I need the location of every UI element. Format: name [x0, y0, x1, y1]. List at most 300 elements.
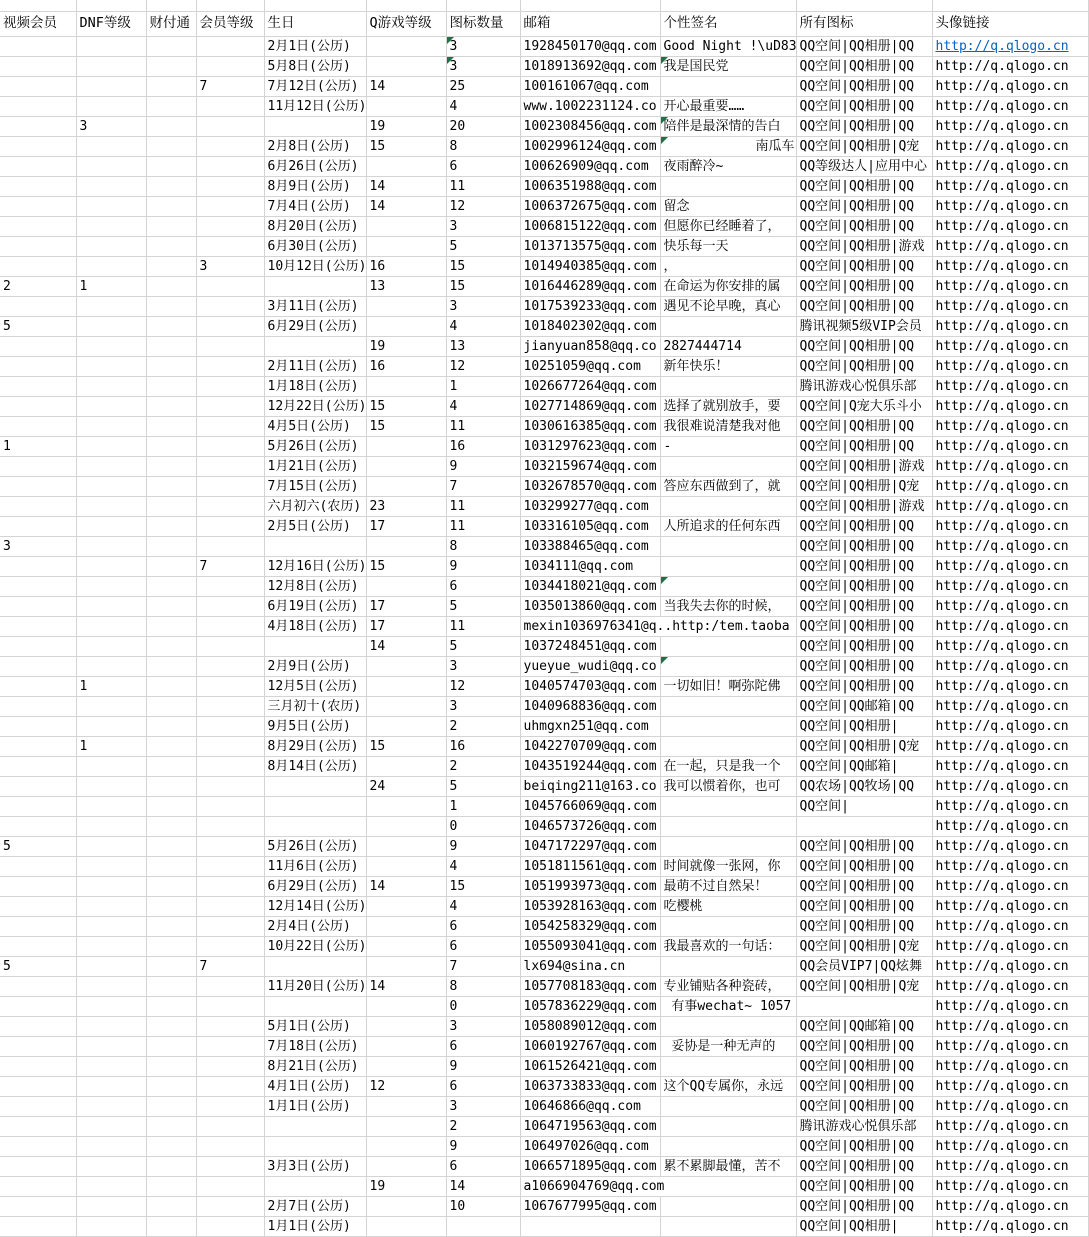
cell-sig[interactable]	[660, 616, 796, 636]
cell-email[interactable]	[520, 596, 660, 616]
cell-qgame[interactable]	[366, 516, 446, 536]
cell-vip[interactable]	[196, 876, 264, 896]
cell-count[interactable]	[446, 876, 520, 896]
cell-pay[interactable]	[146, 1196, 196, 1216]
cell-birthday[interactable]	[264, 316, 366, 336]
cell-birthday[interactable]	[264, 356, 366, 376]
cell-video[interactable]	[0, 456, 76, 476]
cell-video[interactable]	[0, 236, 76, 256]
cell-pay[interactable]	[146, 316, 196, 336]
cell-count[interactable]	[446, 436, 520, 456]
cell-count[interactable]	[446, 716, 520, 736]
cell-pay[interactable]	[146, 716, 196, 736]
cell-sig[interactable]	[660, 756, 796, 776]
cell-vip[interactable]	[196, 736, 264, 756]
cell-vip[interactable]	[196, 516, 264, 536]
cell-pay[interactable]	[146, 536, 196, 556]
empty-cell[interactable]	[146, 0, 196, 12]
cell-birthday[interactable]	[264, 136, 366, 156]
cell-pay[interactable]	[146, 296, 196, 316]
cell-video[interactable]	[0, 816, 76, 836]
cell-vip[interactable]	[196, 356, 264, 376]
cell-video[interactable]	[0, 276, 76, 296]
cell-qgame[interactable]	[366, 356, 446, 376]
cell-sig[interactable]	[660, 256, 796, 276]
cell-dnf[interactable]	[76, 156, 146, 176]
column-header-vip[interactable]	[196, 12, 264, 37]
cell-email[interactable]	[520, 676, 660, 696]
cell-sig[interactable]	[660, 716, 796, 736]
cell-count[interactable]	[446, 296, 520, 316]
cell-dnf[interactable]	[76, 276, 146, 296]
cell-video[interactable]	[0, 1216, 76, 1236]
cell-birthday[interactable]	[264, 756, 366, 776]
cell-count[interactable]	[446, 616, 520, 636]
cell-birthday[interactable]	[264, 856, 366, 876]
empty-cell[interactable]	[796, 0, 932, 12]
cell-link[interactable]	[932, 256, 1088, 276]
cell-pay[interactable]	[146, 276, 196, 296]
cell-qgame[interactable]	[366, 1096, 446, 1116]
cell-video[interactable]	[0, 956, 76, 976]
cell-pay[interactable]	[146, 616, 196, 636]
cell-birthday[interactable]	[264, 496, 366, 516]
cell-birthday[interactable]	[264, 936, 366, 956]
cell-email[interactable]	[520, 896, 660, 916]
cell-dnf[interactable]	[76, 1216, 146, 1236]
cell-sig[interactable]	[660, 836, 796, 856]
cell-link[interactable]	[932, 156, 1088, 176]
cell-link[interactable]	[932, 716, 1088, 736]
column-header-video[interactable]	[0, 12, 76, 37]
empty-cell[interactable]	[660, 0, 796, 12]
cell-dnf[interactable]	[76, 496, 146, 516]
cell-count[interactable]	[446, 156, 520, 176]
cell-vip[interactable]	[196, 816, 264, 836]
cell-birthday[interactable]	[264, 296, 366, 316]
cell-sig[interactable]	[660, 1176, 796, 1196]
cell-dnf[interactable]	[76, 956, 146, 976]
cell-pay[interactable]	[146, 336, 196, 356]
cell-dnf[interactable]	[76, 316, 146, 336]
cell-dnf[interactable]	[76, 1176, 146, 1196]
cell-birthday[interactable]	[264, 556, 366, 576]
cell-count[interactable]	[446, 536, 520, 556]
cell-sig[interactable]	[660, 1136, 796, 1156]
cell-email[interactable]	[520, 1016, 660, 1036]
cell-pay[interactable]	[146, 1076, 196, 1096]
cell-pay[interactable]	[146, 1176, 196, 1196]
cell-email[interactable]	[520, 936, 660, 956]
cell-count[interactable]	[446, 736, 520, 756]
cell-sig[interactable]	[660, 116, 796, 136]
cell-qgame[interactable]	[366, 556, 446, 576]
cell-birthday[interactable]	[264, 696, 366, 716]
cell-dnf[interactable]	[76, 536, 146, 556]
cell-dnf[interactable]	[76, 256, 146, 276]
empty-cell[interactable]	[520, 0, 660, 12]
cell-vip[interactable]	[196, 1156, 264, 1176]
cell-icons[interactable]	[796, 176, 932, 196]
cell-link[interactable]	[932, 496, 1088, 516]
cell-pay[interactable]	[146, 1136, 196, 1156]
cell-email[interactable]	[520, 376, 660, 396]
cell-video[interactable]	[0, 596, 76, 616]
cell-vip[interactable]	[196, 476, 264, 496]
cell-email[interactable]	[520, 816, 660, 836]
cell-qgame[interactable]	[366, 676, 446, 696]
cell-icons[interactable]	[796, 116, 932, 136]
cell-dnf[interactable]	[76, 716, 146, 736]
cell-dnf[interactable]	[76, 1056, 146, 1076]
cell-icons[interactable]	[796, 796, 932, 816]
cell-link[interactable]	[932, 136, 1088, 156]
cell-video[interactable]	[0, 56, 76, 76]
cell-birthday[interactable]	[264, 336, 366, 356]
cell-video[interactable]	[0, 1156, 76, 1176]
cell-sig[interactable]	[660, 916, 796, 936]
cell-link[interactable]	[932, 176, 1088, 196]
cell-birthday[interactable]	[264, 376, 366, 396]
cell-birthday[interactable]	[264, 896, 366, 916]
cell-video[interactable]	[0, 1116, 76, 1136]
cell-email[interactable]	[520, 696, 660, 716]
cell-birthday[interactable]	[264, 1136, 366, 1156]
cell-dnf[interactable]	[76, 1136, 146, 1156]
cell-dnf[interactable]	[76, 136, 146, 156]
cell-count[interactable]	[446, 1076, 520, 1096]
cell-birthday[interactable]	[264, 1096, 366, 1116]
cell-link[interactable]	[932, 1136, 1088, 1156]
cell-qgame[interactable]	[366, 696, 446, 716]
cell-dnf[interactable]	[76, 36, 146, 56]
cell-icons[interactable]	[796, 676, 932, 696]
cell-sig[interactable]	[660, 596, 796, 616]
cell-pay[interactable]	[146, 396, 196, 416]
cell-count[interactable]	[446, 916, 520, 936]
cell-icons[interactable]	[796, 456, 932, 476]
cell-email[interactable]	[520, 576, 660, 596]
cell-pay[interactable]	[146, 76, 196, 96]
cell-sig[interactable]	[660, 416, 796, 436]
cell-icons[interactable]	[796, 1116, 932, 1136]
cell-dnf[interactable]	[76, 776, 146, 796]
cell-vip[interactable]	[196, 316, 264, 336]
cell-vip[interactable]	[196, 36, 264, 56]
cell-birthday[interactable]	[264, 456, 366, 476]
cell-count[interactable]	[446, 816, 520, 836]
cell-email[interactable]	[520, 616, 790, 636]
cell-link[interactable]	[932, 196, 1088, 216]
cell-birthday[interactable]	[264, 916, 366, 936]
cell-email[interactable]	[520, 876, 660, 896]
cell-count[interactable]	[446, 936, 520, 956]
cell-email[interactable]	[520, 116, 660, 136]
cell-link[interactable]	[932, 1196, 1088, 1216]
cell-link[interactable]	[932, 1036, 1088, 1056]
cell-qgame[interactable]	[366, 716, 446, 736]
cell-vip[interactable]	[196, 176, 264, 196]
cell-icons[interactable]	[796, 96, 932, 116]
cell-video[interactable]	[0, 256, 76, 276]
cell-link[interactable]	[932, 776, 1088, 796]
cell-vip[interactable]	[196, 776, 264, 796]
cell-video[interactable]	[0, 616, 76, 636]
cell-count[interactable]	[446, 596, 520, 616]
column-header-link[interactable]	[932, 12, 1088, 37]
cell-icons[interactable]	[796, 1196, 932, 1216]
cell-qgame[interactable]	[366, 896, 446, 916]
cell-pay[interactable]	[146, 476, 196, 496]
cell-sig[interactable]	[660, 1076, 796, 1096]
cell-sig[interactable]	[660, 56, 796, 76]
cell-qgame[interactable]	[366, 776, 446, 796]
cell-sig[interactable]	[660, 96, 796, 116]
cell-qgame[interactable]	[366, 576, 446, 596]
cell-email[interactable]	[520, 736, 660, 756]
cell-icons[interactable]	[796, 716, 932, 736]
cell-count[interactable]	[446, 356, 520, 376]
empty-cell[interactable]	[76, 0, 146, 12]
cell-pay[interactable]	[146, 216, 196, 236]
cell-vip[interactable]	[196, 1036, 264, 1056]
cell-vip[interactable]	[196, 396, 264, 416]
cell-birthday[interactable]	[264, 996, 366, 1016]
cell-dnf[interactable]	[76, 1196, 146, 1216]
cell-qgame[interactable]	[366, 836, 446, 856]
cell-video[interactable]	[0, 576, 76, 596]
cell-sig[interactable]	[660, 356, 796, 376]
cell-video[interactable]	[0, 1036, 76, 1056]
cell-email[interactable]	[520, 836, 660, 856]
cell-sig[interactable]	[660, 1116, 796, 1136]
cell-birthday[interactable]	[264, 576, 366, 596]
cell-icons[interactable]	[796, 996, 932, 1016]
cell-count[interactable]	[446, 396, 520, 416]
cell-icons[interactable]	[796, 136, 932, 156]
cell-dnf[interactable]	[76, 596, 146, 616]
cell-vip[interactable]	[196, 216, 264, 236]
cell-sig[interactable]	[660, 496, 796, 516]
cell-video[interactable]	[0, 176, 76, 196]
cell-video[interactable]	[0, 36, 76, 56]
cell-email[interactable]	[520, 136, 660, 156]
cell-vip[interactable]	[196, 76, 264, 96]
cell-email[interactable]	[520, 776, 660, 796]
cell-qgame[interactable]	[366, 316, 446, 336]
cell-video[interactable]	[0, 476, 76, 496]
cell-count[interactable]	[446, 376, 520, 396]
cell-pay[interactable]	[146, 1156, 196, 1176]
cell-count[interactable]	[446, 76, 520, 96]
cell-vip[interactable]	[196, 676, 264, 696]
cell-qgame[interactable]	[366, 296, 446, 316]
cell-birthday[interactable]	[264, 396, 366, 416]
cell-link[interactable]	[932, 656, 1088, 676]
cell-email[interactable]	[520, 416, 660, 436]
cell-icons[interactable]	[796, 56, 932, 76]
cell-birthday[interactable]	[264, 876, 366, 896]
cell-vip[interactable]	[196, 576, 264, 596]
cell-sig[interactable]	[660, 176, 796, 196]
cell-birthday[interactable]	[264, 236, 366, 256]
cell-icons[interactable]	[796, 496, 932, 516]
cell-email[interactable]	[520, 756, 660, 776]
cell-vip[interactable]	[196, 1056, 264, 1076]
cell-dnf[interactable]	[76, 656, 146, 676]
cell-video[interactable]	[0, 896, 76, 916]
cell-vip[interactable]	[196, 236, 264, 256]
cell-icons[interactable]	[796, 656, 932, 676]
cell-vip[interactable]	[196, 716, 264, 736]
cell-icons[interactable]	[796, 256, 932, 276]
cell-count[interactable]	[446, 116, 520, 136]
cell-icons[interactable]	[796, 156, 932, 176]
cell-icons[interactable]	[796, 276, 932, 296]
cell-video[interactable]	[0, 756, 76, 776]
cell-link[interactable]	[932, 916, 1088, 936]
cell-email[interactable]	[520, 496, 660, 516]
cell-icons[interactable]	[796, 396, 932, 416]
cell-birthday[interactable]	[264, 1056, 366, 1076]
cell-dnf[interactable]	[76, 816, 146, 836]
cell-icons[interactable]	[796, 536, 932, 556]
cell-sig[interactable]	[660, 376, 796, 396]
cell-birthday[interactable]	[264, 256, 366, 276]
cell-sig[interactable]	[660, 476, 796, 496]
cell-vip[interactable]	[196, 1136, 264, 1156]
cell-dnf[interactable]	[76, 756, 146, 776]
cell-icons[interactable]	[796, 896, 932, 916]
cell-video[interactable]	[0, 1076, 76, 1096]
cell-icons[interactable]	[796, 416, 932, 436]
cell-pay[interactable]	[146, 256, 196, 276]
cell-email[interactable]	[520, 996, 660, 1016]
cell-birthday[interactable]	[264, 736, 366, 756]
cell-video[interactable]	[0, 836, 76, 856]
cell-qgame[interactable]	[366, 456, 446, 476]
cell-qgame[interactable]	[366, 76, 446, 96]
cell-dnf[interactable]	[76, 56, 146, 76]
cell-qgame[interactable]	[366, 496, 446, 516]
cell-email[interactable]	[520, 956, 660, 976]
cell-qgame[interactable]	[366, 956, 446, 976]
cell-link[interactable]	[932, 456, 1088, 476]
cell-pay[interactable]	[146, 976, 196, 996]
cell-vip[interactable]	[196, 96, 264, 116]
cell-sig[interactable]	[660, 1156, 796, 1176]
cell-qgame[interactable]	[366, 596, 446, 616]
cell-link[interactable]	[932, 936, 1088, 956]
cell-link[interactable]	[932, 436, 1088, 456]
cell-link[interactable]	[932, 76, 1088, 96]
cell-vip[interactable]	[196, 696, 264, 716]
cell-icons[interactable]	[796, 216, 932, 236]
cell-qgame[interactable]	[366, 196, 446, 216]
cell-email[interactable]	[520, 236, 660, 256]
cell-email[interactable]	[520, 516, 660, 536]
cell-link[interactable]	[932, 116, 1088, 136]
cell-pay[interactable]	[146, 696, 196, 716]
cell-vip[interactable]	[196, 276, 264, 296]
cell-video[interactable]	[0, 696, 76, 716]
cell-vip[interactable]	[196, 956, 264, 976]
cell-icons[interactable]	[796, 336, 932, 356]
cell-icons[interactable]	[796, 1056, 932, 1076]
cell-link[interactable]	[932, 856, 1088, 876]
cell-birthday[interactable]	[264, 596, 366, 616]
cell-vip[interactable]	[196, 836, 264, 856]
cell-email[interactable]	[520, 276, 660, 296]
cell-email[interactable]	[520, 656, 660, 676]
cell-sig[interactable]	[660, 276, 796, 296]
cell-video[interactable]	[0, 856, 76, 876]
cell-pay[interactable]	[146, 36, 196, 56]
cell-video[interactable]	[0, 336, 76, 356]
cell-sig[interactable]	[660, 136, 796, 156]
cell-icons[interactable]	[796, 876, 932, 896]
cell-email[interactable]	[520, 556, 660, 576]
cell-vip[interactable]	[196, 1216, 264, 1236]
cell-count[interactable]	[446, 776, 520, 796]
cell-qgame[interactable]	[366, 1036, 446, 1056]
cell-birthday[interactable]	[264, 816, 366, 836]
cell-count[interactable]	[446, 1056, 520, 1076]
cell-video[interactable]	[0, 1176, 76, 1196]
cell-icons[interactable]	[796, 236, 932, 256]
cell-dnf[interactable]	[76, 116, 146, 136]
cell-sig[interactable]	[660, 396, 796, 416]
cell-link[interactable]	[932, 296, 1088, 316]
cell-pay[interactable]	[146, 156, 196, 176]
column-header-pay[interactable]	[146, 12, 196, 37]
cell-birthday[interactable]	[264, 836, 366, 856]
cell-icons[interactable]	[796, 1036, 932, 1056]
cell-video[interactable]	[0, 916, 76, 936]
cell-link[interactable]	[932, 536, 1088, 556]
cell-vip[interactable]	[196, 496, 264, 516]
cell-qgame[interactable]	[366, 796, 446, 816]
cell-qgame[interactable]	[366, 536, 446, 556]
cell-dnf[interactable]	[76, 1156, 146, 1176]
cell-icons[interactable]	[796, 776, 932, 796]
cell-link[interactable]	[932, 876, 1088, 896]
cell-count[interactable]	[446, 576, 520, 596]
cell-pay[interactable]	[146, 1056, 196, 1076]
cell-count[interactable]	[446, 1016, 520, 1036]
cell-count[interactable]	[446, 1156, 520, 1176]
cell-email[interactable]	[520, 976, 660, 996]
cell-count[interactable]	[446, 96, 520, 116]
cell-count[interactable]	[446, 676, 520, 696]
cell-email[interactable]	[520, 436, 660, 456]
cell-sig[interactable]	[660, 316, 796, 336]
cell-pay[interactable]	[146, 656, 196, 676]
cell-email[interactable]	[520, 1076, 660, 1096]
cell-link[interactable]	[932, 56, 1088, 76]
cell-video[interactable]	[0, 556, 76, 576]
cell-count[interactable]	[446, 476, 520, 496]
cell-dnf[interactable]	[76, 96, 146, 116]
cell-birthday[interactable]	[264, 156, 366, 176]
cell-email[interactable]	[520, 536, 660, 556]
cell-icons[interactable]	[796, 576, 932, 596]
cell-sig[interactable]	[660, 76, 796, 96]
cell-video[interactable]	[0, 936, 76, 956]
column-header-qgame[interactable]	[366, 12, 446, 37]
cell-count[interactable]	[446, 216, 520, 236]
cell-email[interactable]	[520, 1096, 660, 1116]
